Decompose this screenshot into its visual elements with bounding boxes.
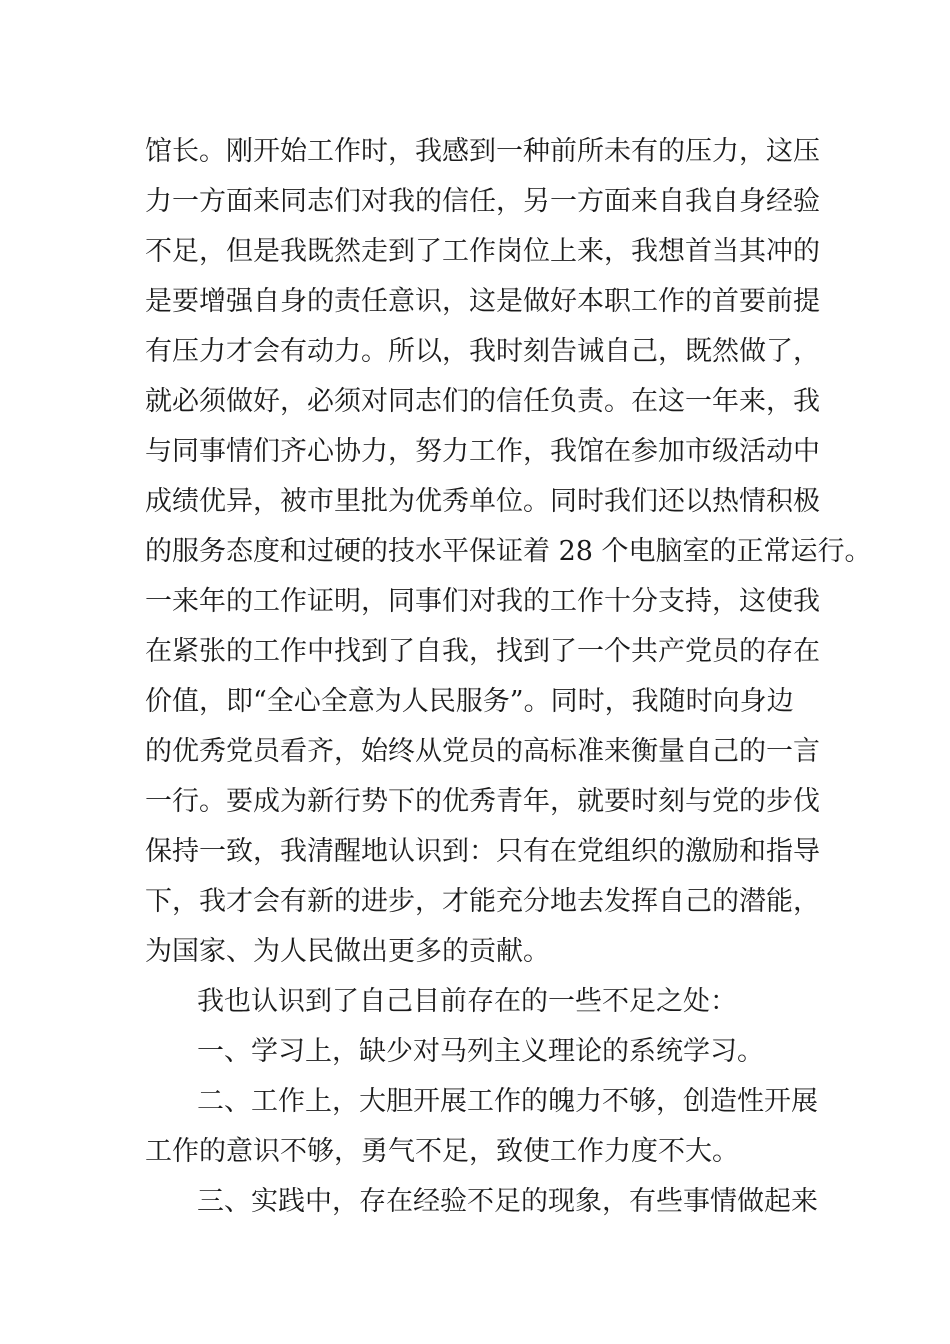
paragraph-line: 的优秀党员看齐，始终从党员的高标准来衡量自己的一言 <box>145 736 820 767</box>
paragraph-line: 一、学习上，缺少对马列主义理论的系统学习。 <box>197 1036 764 1067</box>
paragraph-line: 一来年的工作证明，同事们对我的工作十分支持，这使我 <box>145 586 820 617</box>
paragraph-line: 二、工作上，大胆开展工作的魄力不够，创造性开展 <box>197 1086 818 1117</box>
paragraph-line: 不足，但是我既然走到了工作岗位上来，我想首当其冲的 <box>145 236 820 267</box>
paragraph-line: 的服务态度和过硬的技水平保证着 28 个电脑室的正常运行。 <box>145 536 872 567</box>
paragraph-line: 保持一致，我清醒地认识到：只有在党组织的激励和指导 <box>145 836 820 867</box>
paragraph-line: 三、实践中，存在经验不足的现象，有些事情做起来 <box>197 1186 818 1217</box>
paragraph-line: 就必须做好，必须对同志们的信任负责。在这一年来，我 <box>145 386 820 417</box>
paragraph-line: 我也认识到了自己目前存在的一些不足之处： <box>197 986 737 1017</box>
paragraph-line: 为国家、为人民做出更多的贡献。 <box>145 936 550 967</box>
paragraph-line: 与同事情们齐心协力，努力工作，我馆在参加市级活动中 <box>145 436 820 467</box>
paragraph-line: 力一方面来同志们对我的信任，另一方面来自我自身经验 <box>145 186 820 217</box>
paragraph-line: 一行。要成为新行势下的优秀青年，就要时刻与党的步伐 <box>145 786 820 817</box>
paragraph-line: 是要增强自身的责任意识，这是做好本职工作的首要前提 <box>145 286 820 317</box>
paragraph-line: 下，我才会有新的进步，才能充分地去发挥自己的潜能， <box>145 886 820 917</box>
paragraph-line: 价值，即“全心全意为人民服务”。同时，我随时向身边 <box>145 686 794 717</box>
paragraph-line: 成绩优异，被市里批为优秀单位。同时我们还以热情积极 <box>145 486 820 517</box>
paragraph-line: 有压力才会有动力。所以，我时刻告诫自己，既然做了， <box>145 336 820 367</box>
paragraph-line: 在紧张的工作中找到了自我，找到了一个共产党员的存在 <box>145 636 820 667</box>
paragraph-line: 馆长。刚开始工作时，我感到一种前所未有的压力，这压 <box>145 136 820 167</box>
paragraph-line: 工作的意识不够，勇气不足，致使工作力度不大。 <box>145 1136 739 1167</box>
